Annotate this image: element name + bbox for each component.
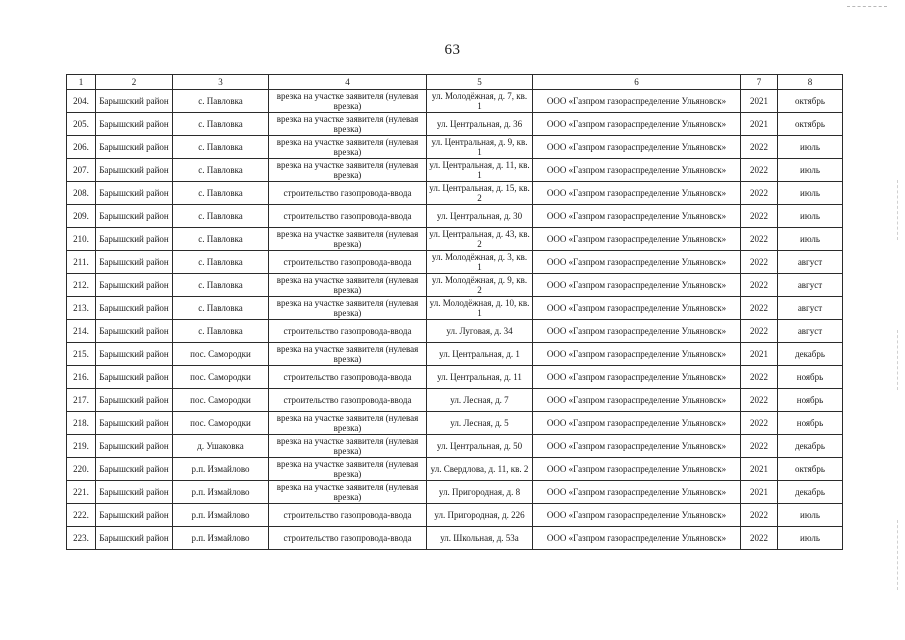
cell-month: август [778, 297, 843, 320]
cell-settlement: пос. Самородки [173, 366, 269, 389]
table-row [67, 527, 843, 550]
cell-year: 2022 [741, 412, 778, 435]
cell-district: Барышский район [96, 159, 173, 182]
cell-work-type: врезка на участке заявителя (нулевая врезка) [269, 136, 427, 159]
table-row [67, 113, 843, 136]
cell-contractor: ООО «Газпром газораспределение Ульяновск» [533, 412, 741, 435]
cell-address: ул. Молодёжная, д. 3, кв. 1 [427, 251, 533, 274]
scan-corner-mark [847, 6, 887, 7]
cell-year: 2022 [741, 389, 778, 412]
col-header-3: 3 [173, 75, 269, 90]
table-row [67, 458, 843, 481]
cell-address: ул. Молодёжная, д. 7, кв. 1 [427, 90, 533, 113]
cell-year: 2021 [741, 481, 778, 504]
cell-address: ул. Центральная, д. 9, кв. 1 [427, 136, 533, 159]
cell-district: Барышский район [96, 113, 173, 136]
cell-row-number: 217. [67, 389, 96, 412]
cell-contractor: ООО «Газпром газораспределение Ульяновск» [533, 527, 741, 550]
page-number: 63 [444, 42, 461, 58]
cell-year: 2022 [741, 274, 778, 297]
cell-month: ноябрь [778, 412, 843, 435]
table-row [67, 274, 843, 297]
cell-year: 2022 [741, 504, 778, 527]
cell-settlement: с. Павловка [173, 297, 269, 320]
cell-address: ул. Центральная, д. 50 [427, 435, 533, 458]
table-row [67, 228, 843, 251]
cell-district: Барышский район [96, 527, 173, 550]
cell-work-type: врезка на участке заявителя (нулевая врезка) [269, 274, 427, 297]
cell-district: Барышский район [96, 366, 173, 389]
cell-district: Барышский район [96, 343, 173, 366]
scan-edge-mark [897, 330, 899, 390]
cell-month: август [778, 320, 843, 343]
cell-contractor: ООО «Газпром газораспределение Ульяновск» [533, 343, 741, 366]
gas-connection-table [66, 74, 843, 550]
cell-district: Барышский район [96, 435, 173, 458]
cell-year: 2022 [741, 366, 778, 389]
table-row [67, 343, 843, 366]
cell-year: 2022 [741, 297, 778, 320]
cell-contractor: ООО «Газпром газораспределение Ульяновск» [533, 136, 741, 159]
cell-address: ул. Центральная, д. 11 [427, 366, 533, 389]
cell-year: 2022 [741, 320, 778, 343]
cell-settlement: с. Павловка [173, 320, 269, 343]
cell-address: ул. Молодёжная, д. 9, кв. 2 [427, 274, 533, 297]
col-header-6: 6 [533, 75, 741, 90]
cell-contractor: ООО «Газпром газораспределение Ульяновск» [533, 504, 741, 527]
cell-contractor: ООО «Газпром газораспределение Ульяновск» [533, 228, 741, 251]
cell-row-number: 223. [67, 527, 96, 550]
table-row [67, 412, 843, 435]
cell-row-number: 215. [67, 343, 96, 366]
col-header-8: 8 [778, 75, 843, 90]
cell-contractor: ООО «Газпром газораспределение Ульяновск» [533, 90, 741, 113]
cell-row-number: 206. [67, 136, 96, 159]
cell-district: Барышский район [96, 320, 173, 343]
cell-settlement: с. Павловка [173, 274, 269, 297]
cell-row-number: 210. [67, 228, 96, 251]
cell-address: ул. Центральная, д. 36 [427, 113, 533, 136]
cell-work-type: строительство газопровода-ввода [269, 251, 427, 274]
cell-year: 2022 [741, 205, 778, 228]
cell-contractor: ООО «Газпром газораспределение Ульяновск» [533, 113, 741, 136]
cell-year: 2022 [741, 251, 778, 274]
cell-row-number: 205. [67, 113, 96, 136]
cell-row-number: 208. [67, 182, 96, 205]
cell-contractor: ООО «Газпром газораспределение Ульяновск» [533, 274, 741, 297]
col-header-2: 2 [96, 75, 173, 90]
cell-work-type: врезка на участке заявителя (нулевая врезка) [269, 228, 427, 251]
cell-month: июль [778, 205, 843, 228]
cell-address: ул. Лесная, д. 5 [427, 412, 533, 435]
cell-work-type: врезка на участке заявителя (нулевая врезка) [269, 458, 427, 481]
cell-work-type: врезка на участке заявителя (нулевая врезка) [269, 113, 427, 136]
cell-address: ул. Центральная, д. 43, кв. 2 [427, 228, 533, 251]
cell-district: Барышский район [96, 182, 173, 205]
cell-work-type: врезка на участке заявителя (нулевая врезка) [269, 343, 427, 366]
cell-district: Барышский район [96, 136, 173, 159]
cell-contractor: ООО «Газпром газораспределение Ульяновск» [533, 205, 741, 228]
cell-address: ул. Луговая, д. 34 [427, 320, 533, 343]
cell-work-type: строительство газопровода-ввода [269, 182, 427, 205]
cell-month: июль [778, 182, 843, 205]
cell-district: Барышский район [96, 481, 173, 504]
cell-settlement: пос. Самородки [173, 412, 269, 435]
cell-work-type: строительство газопровода-ввода [269, 389, 427, 412]
scan-edge-mark [897, 520, 899, 590]
cell-month: июль [778, 159, 843, 182]
cell-settlement: пос. Самородки [173, 343, 269, 366]
cell-work-type: строительство газопровода-ввода [269, 366, 427, 389]
cell-year: 2022 [741, 136, 778, 159]
cell-row-number: 218. [67, 412, 96, 435]
table-row [67, 136, 843, 159]
cell-row-number: 212. [67, 274, 96, 297]
cell-month: июль [778, 136, 843, 159]
cell-contractor: ООО «Газпром газораспределение Ульяновск» [533, 182, 741, 205]
col-header-1: 1 [67, 75, 96, 90]
cell-district: Барышский район [96, 205, 173, 228]
cell-address: ул. Пригородная, д. 226 [427, 504, 533, 527]
cell-work-type: врезка на участке заявителя (нулевая врезка) [269, 159, 427, 182]
cell-district: Барышский район [96, 251, 173, 274]
table-row [67, 481, 843, 504]
cell-month: октябрь [778, 90, 843, 113]
scan-edge-mark [897, 180, 899, 240]
cell-row-number: 209. [67, 205, 96, 228]
cell-month: август [778, 274, 843, 297]
cell-year: 2021 [741, 458, 778, 481]
cell-address: ул. Пригородная, д. 8 [427, 481, 533, 504]
cell-row-number: 213. [67, 297, 96, 320]
cell-row-number: 204. [67, 90, 96, 113]
cell-address: ул. Центральная, д. 30 [427, 205, 533, 228]
cell-month: июль [778, 527, 843, 550]
cell-work-type: строительство газопровода-ввода [269, 527, 427, 550]
cell-settlement: д. Ушаковка [173, 435, 269, 458]
cell-settlement: с. Павловка [173, 136, 269, 159]
cell-district: Барышский район [96, 274, 173, 297]
cell-settlement: пос. Самородки [173, 389, 269, 412]
cell-year: 2022 [741, 435, 778, 458]
cell-district: Барышский район [96, 458, 173, 481]
cell-settlement: с. Павловка [173, 205, 269, 228]
cell-district: Барышский район [96, 90, 173, 113]
cell-work-type: врезка на участке заявителя (нулевая врезка) [269, 481, 427, 504]
cell-district: Барышский район [96, 389, 173, 412]
cell-contractor: ООО «Газпром газораспределение Ульяновск» [533, 297, 741, 320]
cell-district: Барышский район [96, 297, 173, 320]
col-header-5: 5 [427, 75, 533, 90]
cell-district: Барышский район [96, 412, 173, 435]
cell-row-number: 214. [67, 320, 96, 343]
cell-work-type: врезка на участке заявителя (нулевая врезка) [269, 435, 427, 458]
cell-settlement: с. Павловка [173, 90, 269, 113]
cell-month: октябрь [778, 113, 843, 136]
cell-settlement: р.п. Измайлово [173, 481, 269, 504]
cell-address: ул. Молодёжная, д. 10, кв. 1 [427, 297, 533, 320]
cell-year: 2021 [741, 113, 778, 136]
table-row [67, 366, 843, 389]
cell-district: Барышский район [96, 228, 173, 251]
cell-month: декабрь [778, 343, 843, 366]
cell-month: октябрь [778, 458, 843, 481]
cell-month: ноябрь [778, 389, 843, 412]
table-row [67, 435, 843, 458]
table-body [67, 90, 843, 550]
table-row [67, 320, 843, 343]
cell-address: ул. Центральная, д. 1 [427, 343, 533, 366]
cell-contractor: ООО «Газпром газораспределение Ульяновск» [533, 159, 741, 182]
cell-month: июль [778, 504, 843, 527]
cell-year: 2022 [741, 182, 778, 205]
cell-row-number: 219. [67, 435, 96, 458]
cell-settlement: р.п. Измайлово [173, 504, 269, 527]
cell-month: август [778, 251, 843, 274]
cell-address: ул. Центральная, д. 15, кв. 2 [427, 182, 533, 205]
cell-settlement: с. Павловка [173, 113, 269, 136]
cell-row-number: 221. [67, 481, 96, 504]
cell-month: декабрь [778, 481, 843, 504]
table-row [67, 297, 843, 320]
cell-contractor: ООО «Газпром газораспределение Ульяновск» [533, 366, 741, 389]
cell-year: 2021 [741, 343, 778, 366]
header-row [67, 75, 843, 90]
cell-work-type: врезка на участке заявителя (нулевая врезка) [269, 297, 427, 320]
cell-month: июль [778, 228, 843, 251]
table-row [67, 159, 843, 182]
table-row [67, 504, 843, 527]
cell-row-number: 216. [67, 366, 96, 389]
cell-settlement: р.п. Измайлово [173, 527, 269, 550]
cell-address: ул. Лесная, д. 7 [427, 389, 533, 412]
cell-year: 2022 [741, 527, 778, 550]
cell-row-number: 222. [67, 504, 96, 527]
cell-month: ноябрь [778, 366, 843, 389]
cell-month: декабрь [778, 435, 843, 458]
cell-contractor: ООО «Газпром газораспределение Ульяновск» [533, 458, 741, 481]
table-row [67, 90, 843, 113]
cell-row-number: 207. [67, 159, 96, 182]
cell-work-type: врезка на участке заявителя (нулевая врезка) [269, 412, 427, 435]
cell-contractor: ООО «Газпром газораспределение Ульяновск» [533, 320, 741, 343]
cell-settlement: с. Павловка [173, 159, 269, 182]
table-row [67, 251, 843, 274]
col-header-4: 4 [269, 75, 427, 90]
cell-contractor: ООО «Газпром газораспределение Ульяновск» [533, 251, 741, 274]
cell-settlement: с. Павловка [173, 251, 269, 274]
cell-year: 2022 [741, 228, 778, 251]
cell-row-number: 211. [67, 251, 96, 274]
cell-year: 2022 [741, 159, 778, 182]
cell-year: 2021 [741, 90, 778, 113]
table-row [67, 205, 843, 228]
cell-district: Барышский район [96, 504, 173, 527]
cell-settlement: с. Павловка [173, 228, 269, 251]
cell-work-type: строительство газопровода-ввода [269, 504, 427, 527]
table-row [67, 389, 843, 412]
col-header-7: 7 [741, 75, 778, 90]
cell-contractor: ООО «Газпром газораспределение Ульяновск» [533, 481, 741, 504]
cell-address: ул. Центральная, д. 11, кв. 1 [427, 159, 533, 182]
cell-work-type: врезка на участке заявителя (нулевая врезка) [269, 90, 427, 113]
table-row [67, 182, 843, 205]
cell-work-type: строительство газопровода-ввода [269, 320, 427, 343]
cell-row-number: 220. [67, 458, 96, 481]
cell-settlement: р.п. Измайлово [173, 458, 269, 481]
cell-work-type: строительство газопровода-ввода [269, 205, 427, 228]
cell-settlement: с. Павловка [173, 182, 269, 205]
cell-contractor: ООО «Газпром газораспределение Ульяновск» [533, 389, 741, 412]
cell-address: ул. Свердлова, д. 11, кв. 2 [427, 458, 533, 481]
cell-contractor: ООО «Газпром газораспределение Ульяновск» [533, 435, 741, 458]
cell-address: ул. Школьная, д. 53а [427, 527, 533, 550]
